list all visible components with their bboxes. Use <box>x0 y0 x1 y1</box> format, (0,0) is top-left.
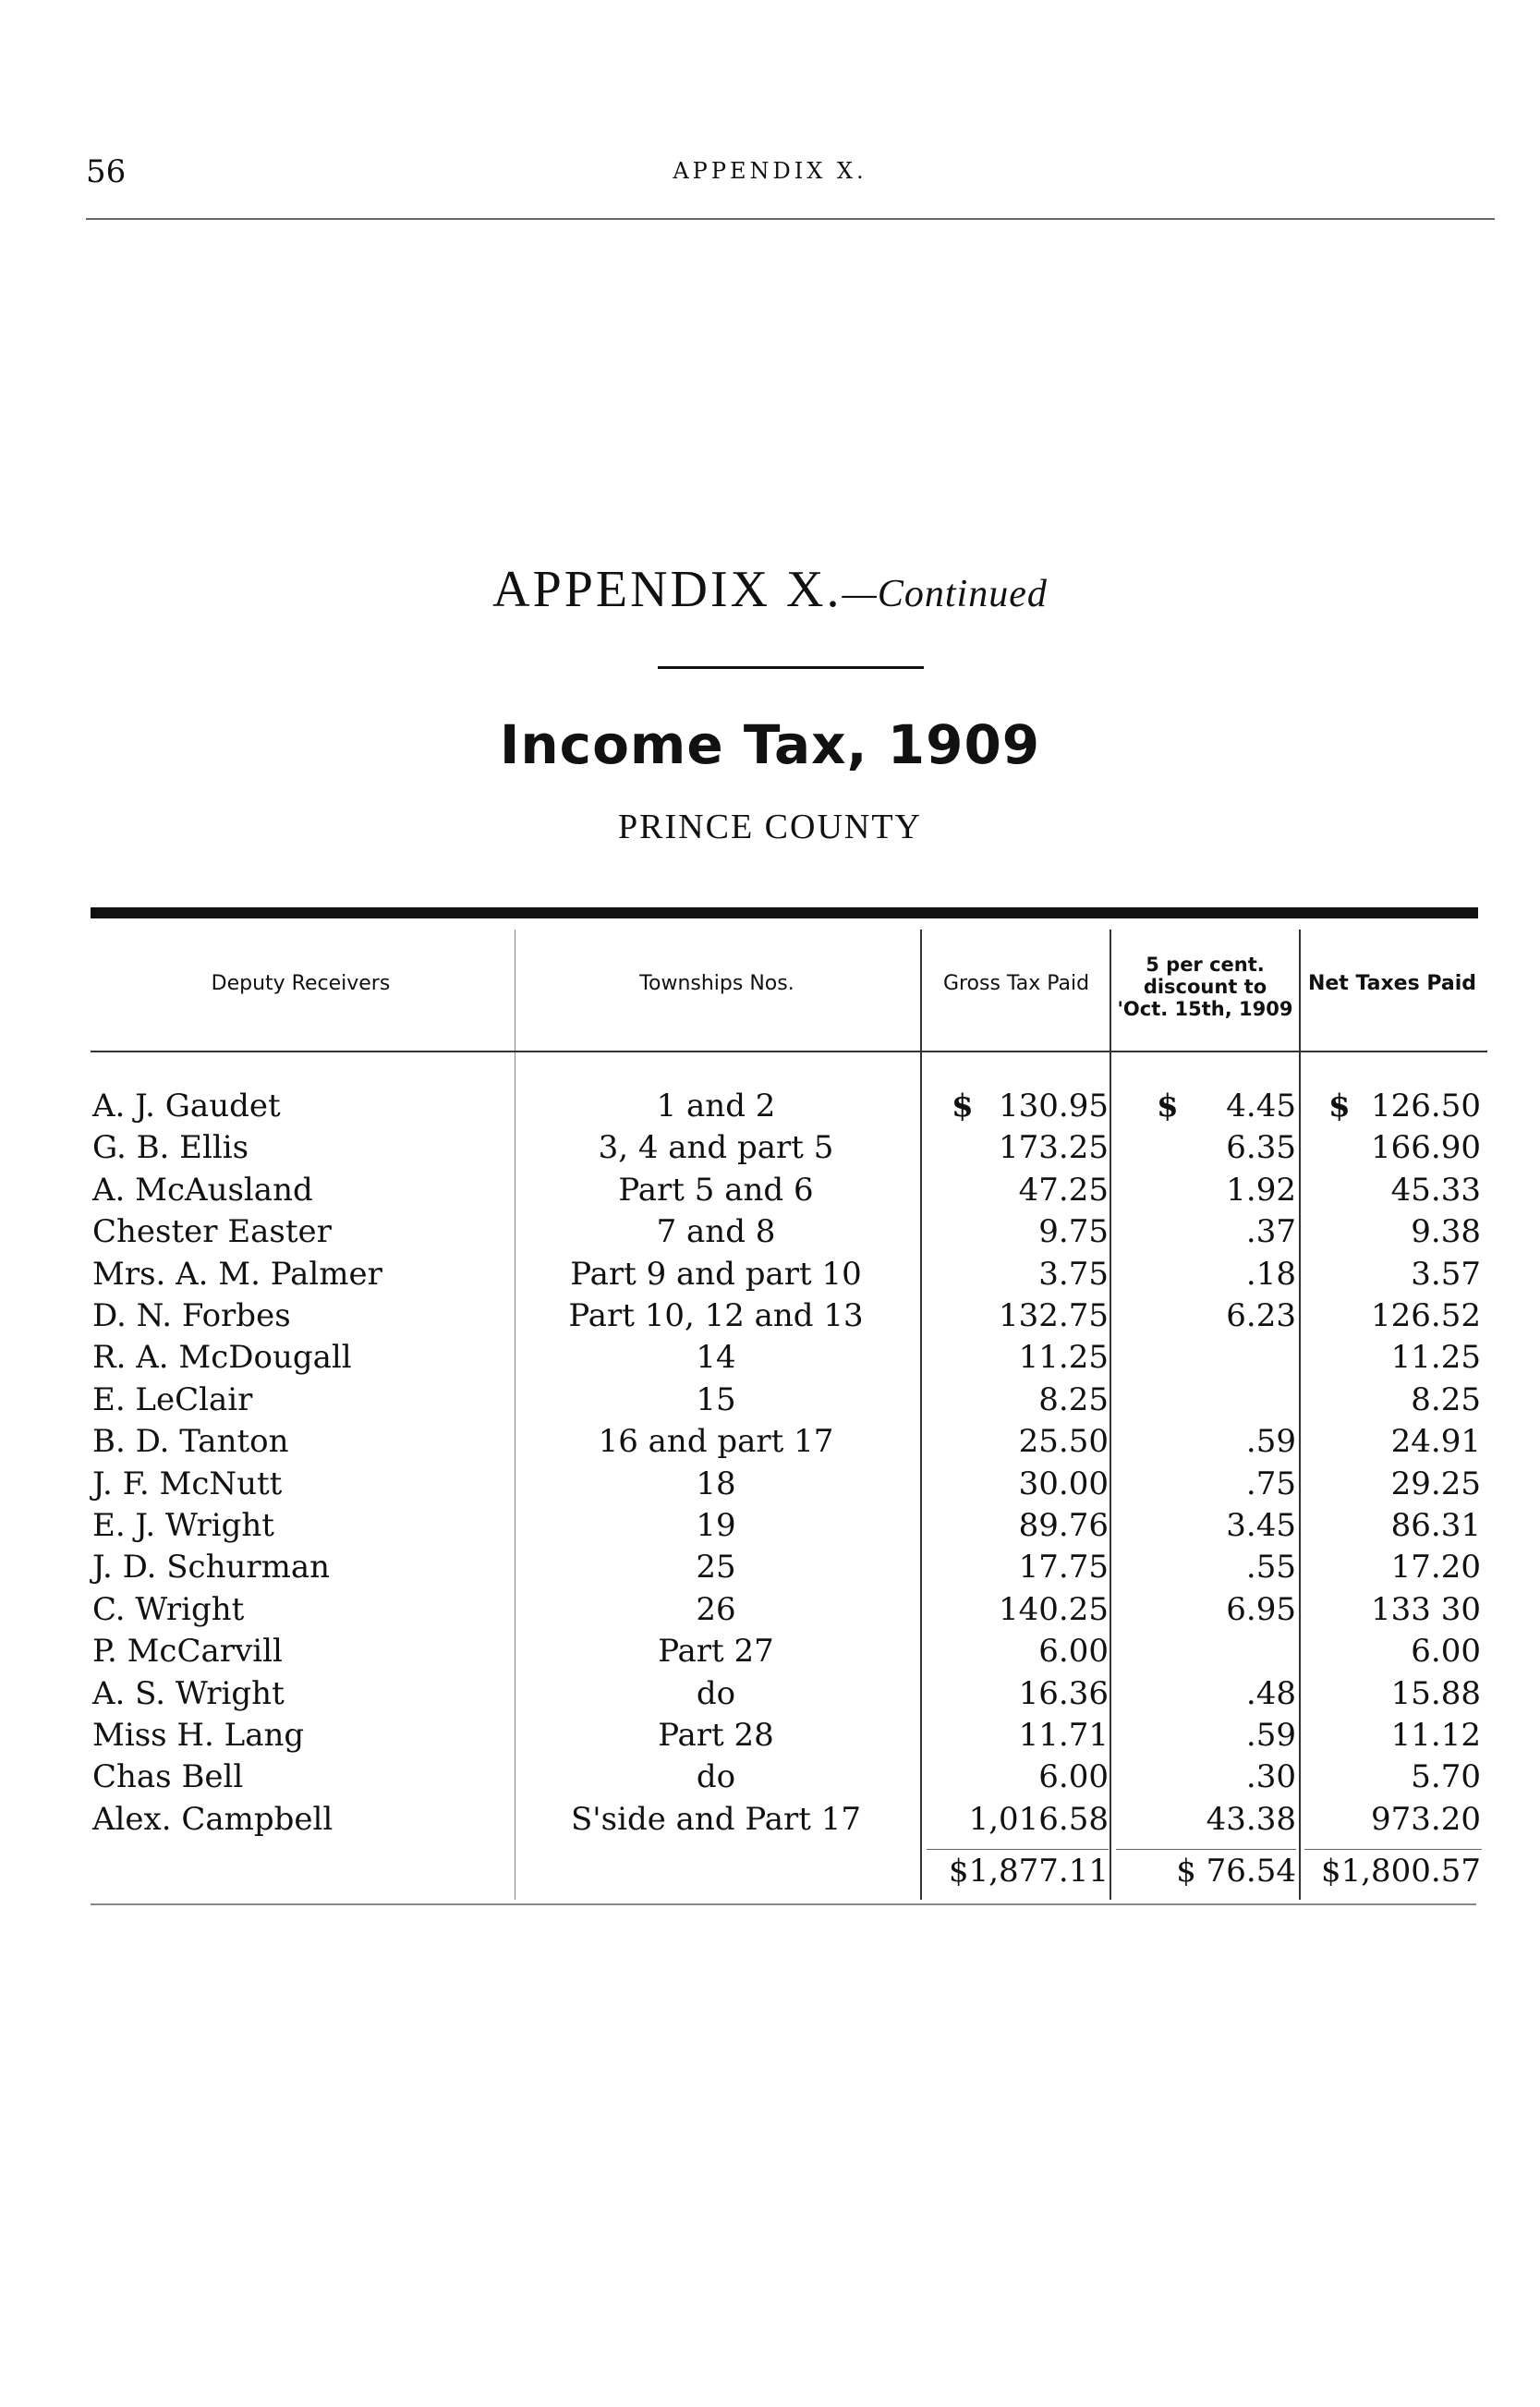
running-head: APPENDIX X. <box>673 158 867 184</box>
net-taxes: 6.00 <box>1411 1633 1481 1670</box>
receiver-name: J. F. McNutt <box>92 1465 283 1502</box>
header-receivers: Deputy Receivers <box>211 972 391 995</box>
discount: .48 <box>1245 1675 1296 1712</box>
table-row <box>0 1170 1540 1211</box>
dollar-sign-discount: $ <box>1157 1088 1179 1124</box>
township-nos: 3, 4 and part 5 <box>598 1129 834 1166</box>
township-nos: Part 28 <box>658 1717 774 1754</box>
gross-tax: 11.25 <box>1018 1339 1109 1376</box>
township-nos: do <box>696 1675 736 1712</box>
table-row <box>0 1464 1540 1505</box>
net-taxes: 973.20 <box>1371 1801 1481 1838</box>
thick-rule <box>91 907 1478 918</box>
receiver-name: G. B. Ellis <box>92 1129 249 1166</box>
discount: 6.35 <box>1226 1129 1296 1166</box>
discount: 1.92 <box>1226 1172 1296 1209</box>
township-nos: 7 and 8 <box>656 1213 776 1250</box>
table-row <box>0 1421 1540 1463</box>
table-row <box>0 1254 1540 1295</box>
township-nos: 18 <box>696 1465 736 1502</box>
table-row <box>0 1673 1540 1715</box>
table-row <box>0 1127 1540 1169</box>
net-taxes: 126.52 <box>1371 1297 1481 1334</box>
gross-tax: 140.25 <box>999 1591 1109 1628</box>
header-net: Net Taxes Paid <box>1307 972 1477 995</box>
receiver-name: C. Wright <box>92 1591 245 1628</box>
continued-label: —Continued <box>842 573 1048 615</box>
receiver-name: Chester Easter <box>92 1213 332 1250</box>
receiver-name: A. McAusland <box>92 1172 313 1209</box>
township-nos: 14 <box>696 1339 736 1376</box>
gross-tax: 17.75 <box>1018 1549 1109 1586</box>
head-rule <box>86 218 1495 220</box>
discount: 43.38 <box>1206 1801 1296 1838</box>
net-taxes: 29.25 <box>1390 1465 1481 1502</box>
main-title: Income Tax, 1909 <box>499 713 1041 776</box>
discount: 6.95 <box>1226 1591 1296 1628</box>
appendix-title <box>0 560 1540 619</box>
net-taxes: 11.25 <box>1390 1339 1481 1376</box>
net-taxes: 126.50 <box>1371 1088 1481 1124</box>
township-nos: Part 10, 12 and 13 <box>568 1297 864 1334</box>
gross-tax: 16.36 <box>1018 1675 1109 1712</box>
header-townships: Townships Nos. <box>639 972 794 995</box>
gross-tax: 1,016.58 <box>968 1801 1109 1838</box>
township-nos: 15 <box>696 1381 736 1418</box>
receiver-name: Alex. Campbell <box>92 1801 333 1838</box>
gross-tax: 47.25 <box>1018 1172 1109 1209</box>
header-discount: 5 per cent. discount to 'Oct. 15th, 1909 <box>1117 953 1293 1020</box>
receiver-name: E. LeClair <box>92 1381 253 1418</box>
table-row <box>0 1715 1540 1757</box>
receiver-name: R. A. McDougall <box>92 1339 352 1376</box>
page-number: 56 <box>86 153 127 190</box>
header-gross: Gross Tax Paid <box>942 972 1090 995</box>
discount: .18 <box>1245 1256 1296 1293</box>
net-taxes: 3.57 <box>1411 1256 1481 1293</box>
total-line-discount <box>1116 1849 1296 1850</box>
table-row <box>0 1547 1540 1588</box>
net-taxes: 15.88 <box>1390 1675 1481 1712</box>
table-row <box>0 1505 1540 1547</box>
total-line-gross <box>927 1849 1109 1850</box>
receiver-name: A. J. Gaudet <box>92 1088 281 1124</box>
discount: .37 <box>1245 1213 1296 1250</box>
discount: 6.23 <box>1226 1297 1296 1334</box>
net-taxes: 9.38 <box>1411 1213 1481 1250</box>
receiver-name: Chas Bell <box>92 1758 244 1795</box>
net-taxes: 5.70 <box>1411 1758 1481 1795</box>
receiver-name: E. J. Wright <box>92 1507 274 1544</box>
total-net: $1,800.57 <box>1320 1853 1481 1890</box>
total-discount: $ 76.54 <box>1176 1853 1296 1890</box>
dollar-sign-net: $ <box>1328 1088 1351 1124</box>
discount: .59 <box>1245 1423 1296 1460</box>
township-nos: do <box>696 1758 736 1795</box>
net-taxes: 45.33 <box>1390 1172 1481 1209</box>
discount: 4.45 <box>1226 1088 1296 1124</box>
discount: .59 <box>1245 1717 1296 1754</box>
gross-tax: 89.76 <box>1018 1507 1109 1544</box>
title-rule <box>658 666 924 669</box>
table-row <box>0 1380 1540 1421</box>
receiver-name: A. S. Wright <box>92 1675 285 1712</box>
gross-tax: 9.75 <box>1038 1213 1109 1250</box>
table-row <box>0 1799 1540 1841</box>
appendix-label: APPENDIX X. <box>492 561 843 618</box>
total-line-net <box>1304 1849 1482 1850</box>
table-row <box>0 1757 1540 1798</box>
township-nos: 26 <box>696 1591 736 1628</box>
table-row <box>0 1337 1540 1379</box>
header-bottom-rule <box>91 1051 1487 1052</box>
gross-tax: 6.00 <box>1038 1758 1109 1795</box>
table-row <box>0 1631 1540 1672</box>
receiver-name: Mrs. A. M. Palmer <box>92 1256 382 1293</box>
township-nos: 19 <box>696 1507 736 1544</box>
township-nos: 16 and part 17 <box>598 1423 834 1460</box>
county-subtitle: PRINCE COUNTY <box>618 808 922 846</box>
township-nos: 25 <box>696 1549 736 1586</box>
net-taxes: 86.31 <box>1390 1507 1481 1544</box>
net-taxes: 133 30 <box>1371 1591 1481 1628</box>
receiver-name: J. D. Schurman <box>92 1549 331 1586</box>
dollar-sign-gross: $ <box>952 1088 974 1124</box>
township-nos: Part 27 <box>658 1633 774 1670</box>
discount: .30 <box>1245 1758 1296 1795</box>
gross-tax: 11.71 <box>1018 1717 1109 1754</box>
gross-tax: 6.00 <box>1038 1633 1109 1670</box>
net-taxes: 166.90 <box>1371 1129 1481 1166</box>
total-gross: $1,877.11 <box>948 1853 1109 1890</box>
foot-rule <box>91 1903 1476 1905</box>
table-row <box>0 1211 1540 1253</box>
receiver-name: Miss H. Lang <box>92 1717 305 1754</box>
discount: 3.45 <box>1226 1507 1296 1544</box>
table-row <box>0 1086 1540 1127</box>
gross-tax: 8.25 <box>1038 1381 1109 1418</box>
township-nos: Part 5 and 6 <box>618 1172 814 1209</box>
table-row <box>0 1295 1540 1337</box>
gross-tax: 30.00 <box>1018 1465 1109 1502</box>
net-taxes: 11.12 <box>1390 1717 1481 1754</box>
receiver-name: B. D. Tanton <box>92 1423 289 1460</box>
receiver-name: D. N. Forbes <box>92 1297 291 1334</box>
discount: .75 <box>1245 1465 1296 1502</box>
gross-tax: 25.50 <box>1018 1423 1109 1460</box>
table-row <box>0 1589 1540 1631</box>
gross-tax: 132.75 <box>999 1297 1109 1334</box>
township-nos: 1 and 2 <box>656 1088 776 1124</box>
discount: .55 <box>1245 1549 1296 1586</box>
gross-tax: 130.95 <box>999 1088 1109 1124</box>
township-nos: Part 9 and part 10 <box>570 1256 862 1293</box>
gross-tax: 3.75 <box>1038 1256 1109 1293</box>
net-taxes: 17.20 <box>1390 1549 1481 1586</box>
gross-tax: 173.25 <box>999 1129 1109 1166</box>
township-nos: S'side and Part 17 <box>570 1801 861 1838</box>
receiver-name: P. McCarvill <box>92 1633 283 1670</box>
net-taxes: 8.25 <box>1411 1381 1481 1418</box>
net-taxes: 24.91 <box>1390 1423 1481 1460</box>
totals-row <box>0 1851 1540 1892</box>
